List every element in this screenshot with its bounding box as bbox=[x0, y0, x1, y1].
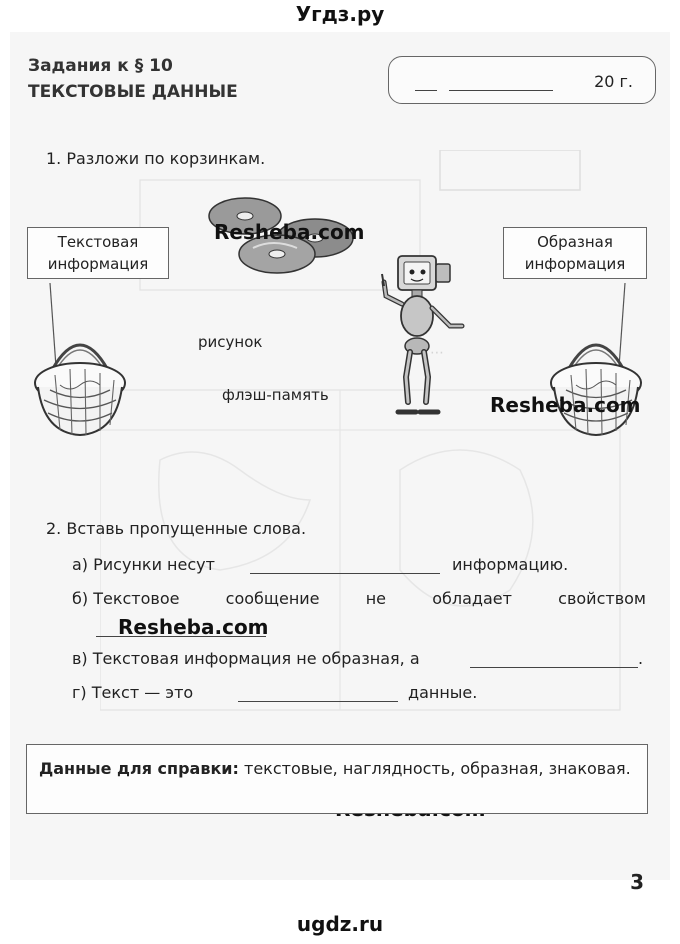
left-label-line2: информация bbox=[47, 255, 149, 273]
left-basket-icon bbox=[30, 325, 130, 440]
right-label-line2: информация bbox=[524, 255, 626, 273]
robot-icon bbox=[376, 252, 472, 422]
task1-text: 1. Разложи по корзинкам. bbox=[46, 149, 266, 168]
task2-v-text: в) Текстовая информация не образная, а bbox=[72, 649, 420, 668]
task2-g-blank[interactable] bbox=[238, 701, 398, 702]
right-label-line1: Образная bbox=[537, 233, 613, 251]
reference-label: Данные для справки: bbox=[39, 759, 239, 778]
task2-a-blank[interactable] bbox=[250, 573, 440, 574]
watermark: Resheba.com bbox=[214, 220, 365, 244]
page-number: 3 bbox=[630, 870, 644, 894]
section-subtitle: ТЕКСТОВЫЕ ДАННЫЕ bbox=[28, 82, 238, 102]
right-basket-icon bbox=[546, 325, 646, 440]
reference-box bbox=[26, 744, 648, 814]
reference-text bbox=[39, 755, 635, 783]
task2-b-word: сообщение bbox=[225, 589, 320, 608]
task2-g-end: данные. bbox=[408, 683, 478, 702]
task2-b-word: не bbox=[365, 589, 387, 608]
section-title: Задания к § 10 bbox=[28, 56, 173, 76]
task2-g-text: г) Текст — это bbox=[72, 683, 194, 702]
site-header-watermark: Угдз.ру bbox=[295, 2, 385, 26]
task2-v-end: . bbox=[638, 649, 644, 668]
task2-text: 2. Вставь пропущенные слова. bbox=[46, 519, 307, 538]
task2-v-blank[interactable] bbox=[470, 667, 638, 668]
task2-b-word: свойством bbox=[558, 589, 646, 608]
task2-b-blank[interactable] bbox=[96, 636, 266, 637]
task2-b-word: б) Текстовое bbox=[72, 589, 180, 608]
word-risunok: рисунок bbox=[198, 333, 263, 351]
task2-b-line bbox=[72, 589, 646, 608]
site-footer-watermark: ugdz.ru bbox=[296, 912, 384, 936]
task2-a-end: информацию. bbox=[452, 555, 569, 574]
ghost-text: ⋯ bbox=[430, 345, 444, 361]
word-flash-memory: флэш-память bbox=[222, 386, 329, 404]
task2-b-word: обладает bbox=[432, 589, 512, 608]
reference-words: текстовые, наглядность, образная, знаковая. bbox=[244, 759, 631, 778]
task2-a-text: а) Рисунки несут bbox=[72, 555, 215, 574]
watermark: Resheba.com bbox=[118, 615, 269, 639]
watermark: Resheba.com bbox=[490, 393, 641, 417]
date-year: 20 г. bbox=[594, 72, 633, 91]
left-label-line1: Текстовая bbox=[57, 233, 139, 251]
